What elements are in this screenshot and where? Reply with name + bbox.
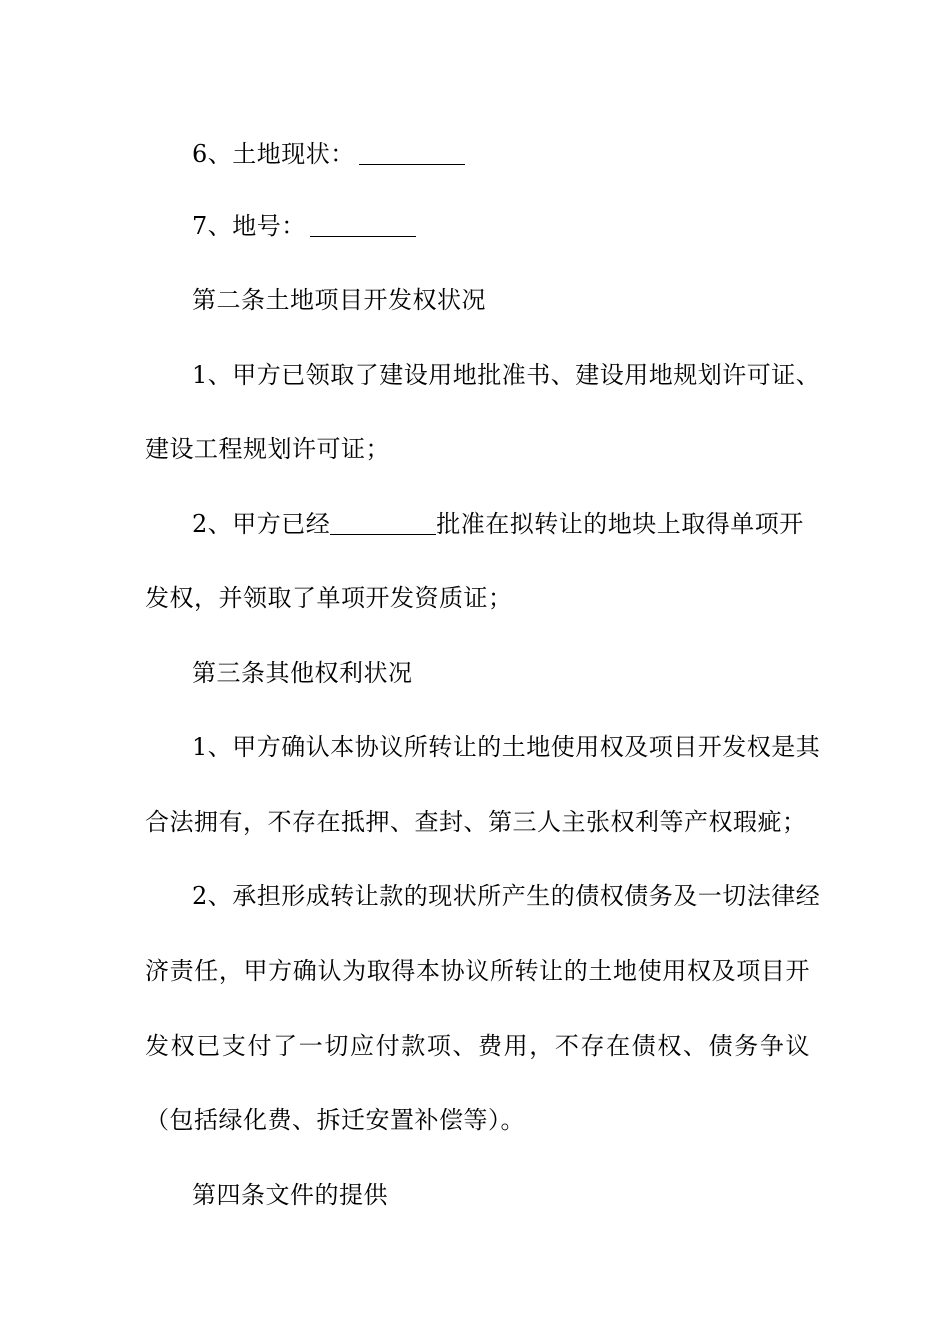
- article-heading-2: [192, 284, 810, 316]
- paragraph-line: [145, 955, 810, 987]
- paragraph-text-after-blank: 批准在拟转让的地块上取得单项开: [436, 510, 804, 538]
- article-heading-2-text: 第二条土地项目开发权状况: [192, 286, 486, 314]
- paragraph-text: 济责任，甲方确认为取得本协议所转让的土地使用权及项目开: [145, 957, 810, 985]
- paragraph-text: 发权，并领取了单项开发资质证；: [145, 584, 513, 612]
- item-lot-number-label: 7、地号：: [192, 212, 306, 240]
- item-lot-number: [192, 210, 810, 242]
- paragraph-line-with-blank: [192, 508, 810, 540]
- paragraph-text: 2、承担形成转让款的现状所产生的债权债务及一切法律经: [192, 882, 821, 910]
- paragraph-line: [192, 731, 821, 763]
- fill-blank-lot-number[interactable]: [310, 212, 416, 237]
- fill-blank-land-status[interactable]: [359, 140, 465, 165]
- paragraph-line: [145, 806, 810, 838]
- paragraph-text: （包括绿化费、拆迁安置补偿等）。: [145, 1106, 525, 1134]
- paragraph-line: [145, 1104, 810, 1136]
- paragraph-line: [145, 582, 810, 614]
- paragraph-line: [145, 433, 810, 465]
- paragraph-text: 合法拥有，不存在抵押、查封、第三人主张权利等产权瑕疵；: [145, 808, 807, 836]
- paragraph-line: [192, 880, 821, 912]
- paragraph-text: 发权已支付了一切应付款项、费用，不存在债权、债务争议: [145, 1032, 810, 1060]
- item-land-status-label: 6、土地现状：: [192, 140, 355, 168]
- paragraph-text: 1、甲方确认本协议所转让的土地使用权及项目开发权是其: [192, 733, 821, 761]
- paragraph-line: [192, 359, 821, 391]
- paragraph-text: 建设工程规划许可证；: [145, 435, 390, 463]
- article-heading-3: [192, 657, 810, 689]
- paragraph-text-before-blank: 2、甲方已经: [192, 510, 331, 538]
- article-heading-4: [192, 1179, 810, 1211]
- paragraph-line: [145, 1030, 810, 1062]
- article-heading-3-text: 第三条其他权利状况: [192, 659, 413, 687]
- paragraph-text: 1、甲方已领取了建设用地批准书、建设用地规划许可证、: [192, 361, 821, 389]
- article-heading-4-text: 第四条文件的提供: [192, 1181, 388, 1209]
- fill-blank-approval-authority[interactable]: [330, 510, 436, 535]
- item-land-status: [192, 138, 810, 170]
